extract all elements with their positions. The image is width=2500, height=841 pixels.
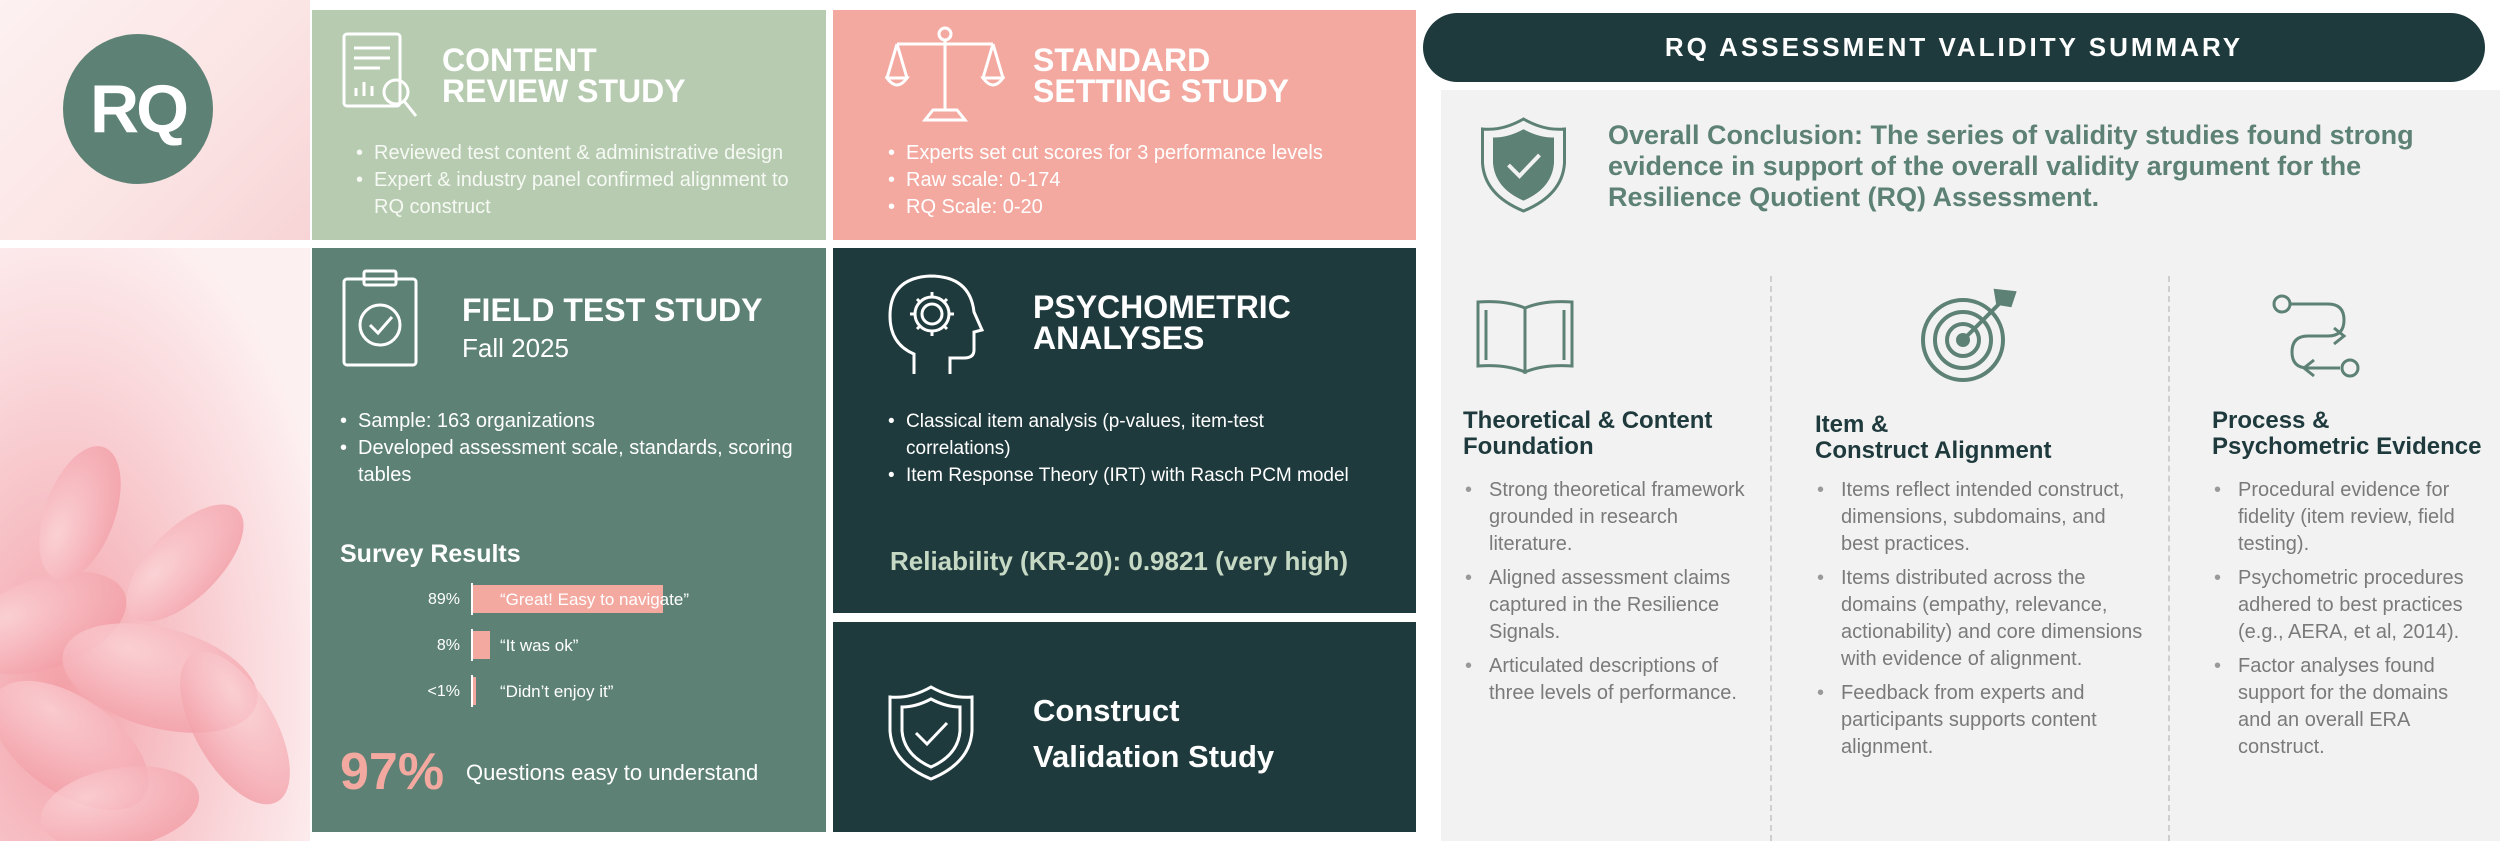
psychometric-bullets bbox=[888, 408, 1368, 489]
survey-title: Survey Results bbox=[340, 540, 521, 568]
summary-header: RQ ASSESSMENT VALIDITY SUMMARY bbox=[1423, 13, 2485, 82]
list-item: • Sample: 163 organizations bbox=[340, 408, 800, 435]
rq-logo: RQ bbox=[63, 34, 213, 184]
list-item: • Articulated descriptions of three levels of performance. bbox=[1463, 653, 1753, 707]
standard-setting-title: STANDARD SETTING STUDY bbox=[1033, 42, 1290, 109]
field-test-bullets bbox=[340, 408, 800, 489]
field-test-title: FIELD TEST STUDY bbox=[462, 292, 763, 328]
bar-label: “Didn’t enjoy it” bbox=[500, 682, 614, 701]
list-item: • Item Response Theory (IRT) with Rasch PCM model bbox=[888, 462, 1368, 489]
reliability-stat: Reliability (KR-20): 0.9821 (very high) bbox=[890, 546, 1349, 576]
survey-bar-row bbox=[400, 629, 800, 661]
bar-label: “Great! Easy to navigate” bbox=[500, 590, 689, 609]
list-item: • Classical item analysis (p-values, item-test correlations) bbox=[888, 408, 1368, 462]
list-item: • Strong theoretical framework grounded in research literature. bbox=[1463, 477, 1753, 558]
book-icon bbox=[1472, 296, 1578, 376]
survey-bar-row bbox=[400, 583, 800, 615]
list-item: • Raw scale: 0-174 bbox=[888, 167, 1398, 194]
list-item: • Items reflect intended construct, dimensions, subdomains, and best practices. bbox=[1815, 477, 2145, 558]
scale-icon bbox=[885, 22, 1005, 127]
list-item: • Feedback from experts and participants supports content alignment. bbox=[1815, 680, 2145, 761]
standard-setting-bullets bbox=[888, 140, 1398, 221]
column-divider bbox=[1770, 276, 1772, 841]
column-title: Process & Psychometric Evidence bbox=[2212, 407, 2482, 460]
construct-title: Construct Validation Study bbox=[1033, 693, 1275, 774]
head-gear-icon bbox=[884, 270, 984, 380]
survey-bar bbox=[473, 631, 490, 659]
content-review-title: CONTENT REVIEW STUDY bbox=[442, 42, 686, 109]
bar-label: “It was ok” bbox=[500, 636, 579, 655]
clipboard-check-icon bbox=[340, 267, 420, 369]
bar-percent-label: 89% bbox=[427, 591, 460, 608]
list-item: • Psychometric procedures adhered to best practices (e.g., AERA, et al, 2014). bbox=[2212, 565, 2482, 646]
list-item: • Items distributed across the domains (empathy, relevance, actionability) and core dimensions with evidence of alignment. bbox=[1815, 565, 2145, 673]
column-list bbox=[1815, 477, 2145, 768]
shield-check-icon bbox=[1474, 115, 1574, 215]
psychometric-title: PSYCHOMETRIC ANALYSES bbox=[1033, 289, 1291, 356]
column-divider bbox=[2168, 276, 2170, 841]
list-item: • Experts set cut scores for 3 performance levels bbox=[888, 140, 1398, 167]
big-stat: 97% bbox=[340, 743, 445, 801]
column-title: Theoretical & Content Foundation bbox=[1463, 407, 1713, 460]
column-list bbox=[1463, 477, 1753, 714]
list-item: • Expert & industry panel confirmed alignment to RQ construct bbox=[356, 167, 822, 221]
column-list bbox=[2212, 477, 2482, 768]
bar-percent-label: 8% bbox=[436, 637, 460, 654]
process-icon bbox=[2270, 292, 2366, 380]
content-review-bullets bbox=[356, 140, 822, 221]
overall-conclusion: Overall Conclusion: The series of validity studies found strong evidence in support of the overall validity argument for the Resilience Quotient (RQ) Assessment. bbox=[1608, 120, 2414, 212]
survey-bar bbox=[473, 677, 476, 705]
document-chart-icon bbox=[340, 30, 422, 122]
list-item: • Factor analyses found support for the domains and an overall ERA construct. bbox=[2212, 653, 2482, 761]
flower-image bbox=[0, 248, 310, 841]
field-test-subtitle: Fall 2025 bbox=[462, 333, 569, 363]
survey-bar-row bbox=[400, 675, 800, 707]
column-title: Item & Construct Alignment bbox=[1815, 411, 2052, 464]
target-icon bbox=[1918, 285, 2018, 385]
list-item: • Developed assessment scale, standards, scoring tables bbox=[340, 435, 800, 489]
shield-check-icon bbox=[884, 683, 979, 783]
bar-percent-label: <1% bbox=[427, 683, 460, 700]
list-item: • RQ Scale: 0-20 bbox=[888, 194, 1398, 221]
list-item: • Aligned assessment claims captured in the Resilience Signals. bbox=[1463, 565, 1753, 646]
list-item: • Reviewed test content & administrative design bbox=[356, 140, 822, 167]
big-stat-label: Questions easy to understand bbox=[466, 760, 759, 785]
list-item: • Procedural evidence for fidelity (item review, field testing). bbox=[2212, 477, 2482, 558]
